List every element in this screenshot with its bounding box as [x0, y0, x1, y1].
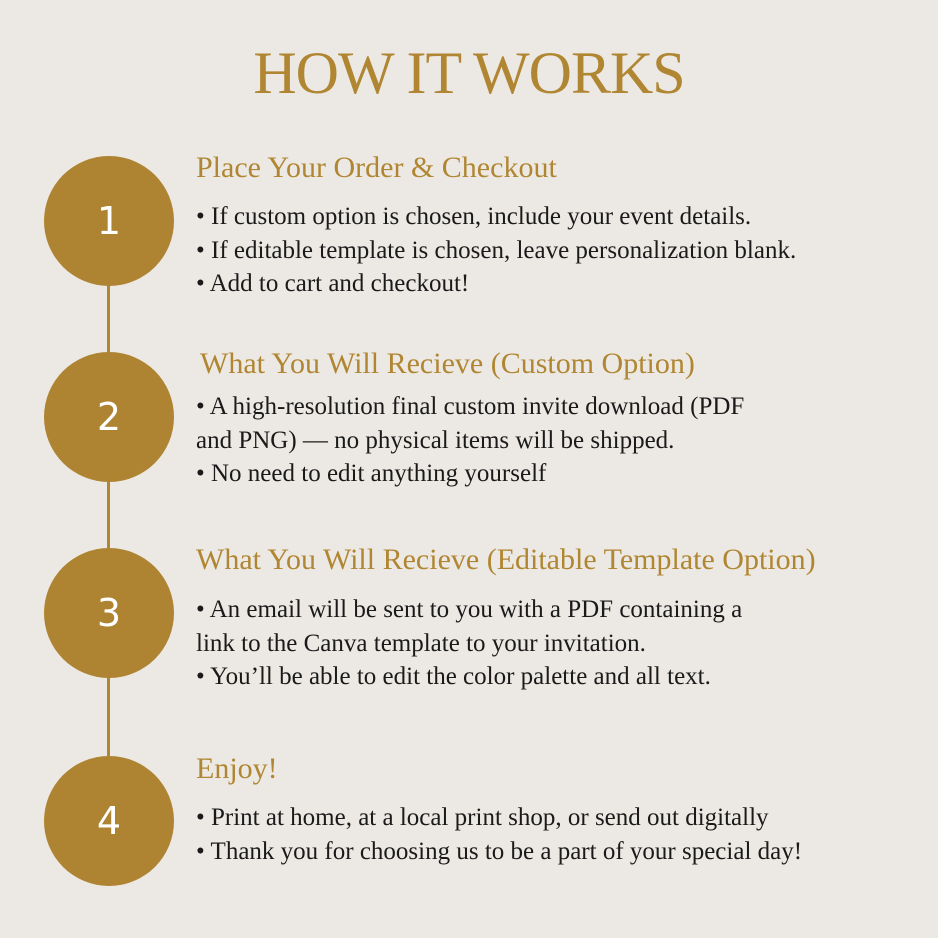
step-number-badge: 1 — [44, 156, 174, 286]
step-line: • A high-resolution final custom invite download (PDF — [196, 393, 745, 420]
step-description — [196, 390, 916, 491]
step-line: • Thank you for choosing us to be a part of your special day! — [196, 837, 803, 865]
step-number-badge: 4 — [44, 756, 174, 886]
step-heading: What You Will Recieve (Editable Template Option) — [196, 543, 816, 576]
step-line: • If custom option is chosen, include your event details. — [196, 203, 752, 230]
step-line: • No need to edit anything yourself — [196, 460, 547, 487]
step-number-badge: 3 — [44, 548, 174, 678]
step-description — [196, 593, 916, 694]
step-line: • Add to cart and checkout! — [196, 270, 470, 297]
step-line: • If editable template is chosen, leave personalization blank. — [196, 236, 797, 264]
step-line: • Print at home, at a local print shop, or send out digitally — [196, 804, 769, 831]
step-line: link to the Canva template to your invitation. — [196, 629, 646, 657]
step-description — [196, 200, 916, 301]
step-line: • You’ll be able to edit the color palette and all text. — [196, 663, 711, 690]
step-description — [196, 801, 916, 868]
step-heading: What You Will Recieve (Custom Option) — [200, 347, 695, 380]
page-title: HOW IT WORKS — [253, 40, 685, 106]
step-heading: Enjoy! — [196, 752, 278, 785]
step-line: • An email will be sent to you with a PDF containing a — [196, 596, 743, 623]
timeline-connector — [107, 676, 110, 756]
timeline-connector — [107, 480, 110, 548]
step-heading: Place Your Order & Checkout — [196, 151, 557, 184]
step-line: and PNG) — no physical items will be shipped. — [196, 426, 675, 454]
timeline-connector — [107, 284, 110, 352]
step-number-badge: 2 — [44, 352, 174, 482]
